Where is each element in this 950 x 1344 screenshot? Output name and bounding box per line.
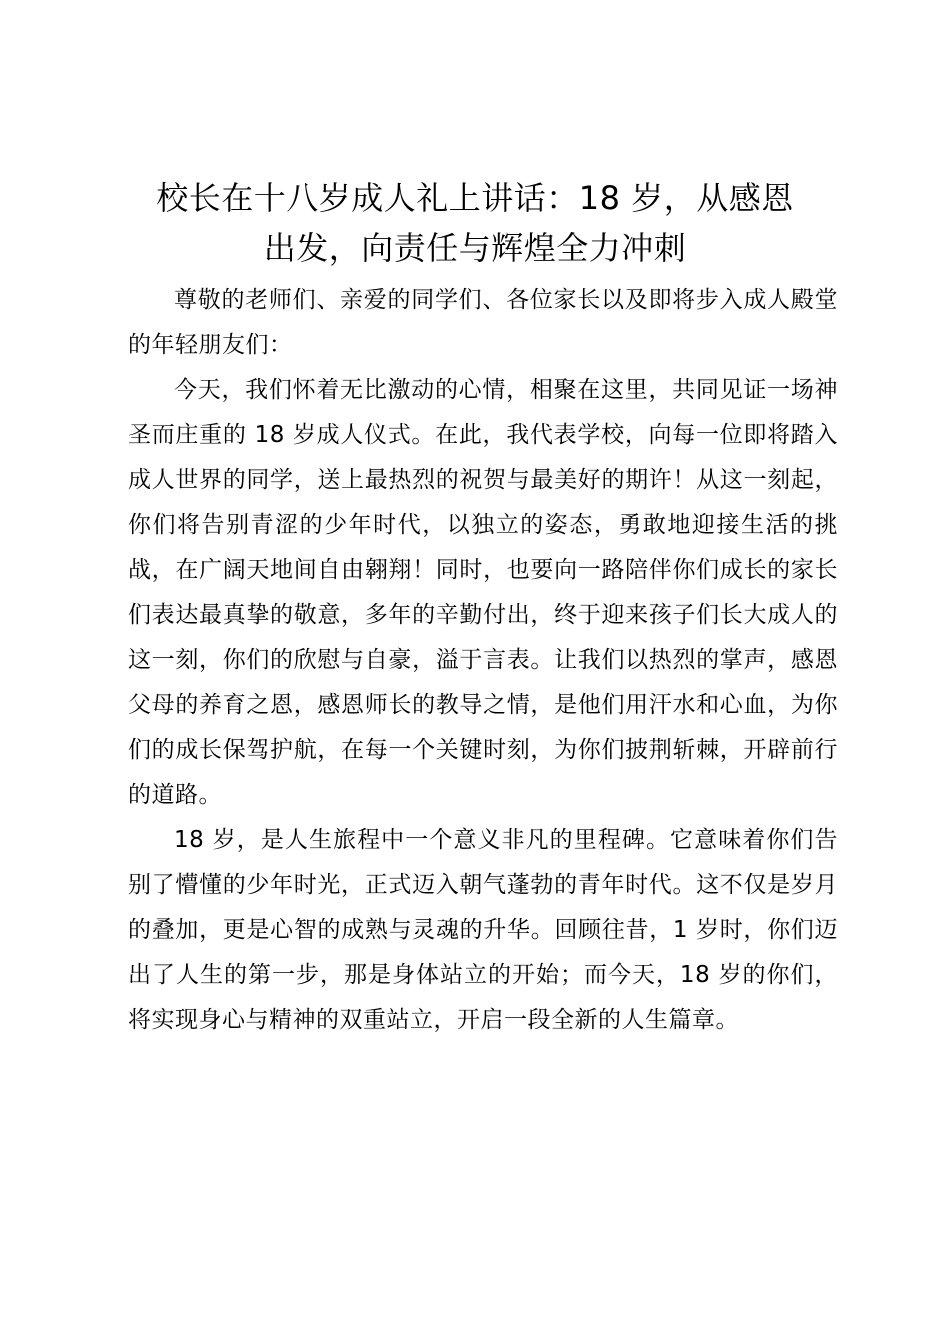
paragraph-welcome: 今天，我们怀着无比激动的心情，相聚在这里，共同见证一场神圣而庄重的 18 岁成人仪式。在此，我代表学校，向每一位即将踏入成人世界的同学，送上最热烈的祝贺与最美好的期许！从这一刻起，你们将告别青涩的少年时代，以独立的姿态，勇敢地迎接生活的挑战，在广阔天地间自由翱翔！同时，也要向一路陪伴你们成长的家长们表达最真挚的敬意，多年的辛勤付出，终于迎来孩子们长大成人的这一刻，你们的欣慰与自豪，溢于言表。让我们以热烈的掌声，感恩父母的养育之恩，感恩师长的教导之情，是他们用汗水和心血，为你们的成长保驾护航，在每一个关键时刻，为你们披荆斩棘，开辟前行的道路。 (128, 377, 838, 808)
document-body (128, 278, 838, 1043)
document-title (110, 173, 840, 273)
paragraph-salutation: 尊敬的老师们、亲爱的同学们、各位家长以及即将步入成人殿堂的年轻朋友们： (128, 287, 838, 358)
title-line-1: 校长在十八岁成人礼上讲话：18 岁，从感恩 (156, 179, 794, 217)
title-line-2: 出发，向责任与辉煌全力冲刺 (263, 229, 687, 267)
paragraph-milestone: 18 岁，是人生旅程中一个意义非凡的里程碑。它意味着你们告别了懵懂的少年时光，正式迈入朝气蓬勃的青年时代。这不仅是岁月的叠加，更是心智的成熟与灵魂的升华。回顾往昔，1 岁时，你们迈出了人生的第一步，那是身体站立的开始；而今天，18 岁的你们，将实现身心与精神的双重站立，开启一段全新的人生篇章。 (128, 827, 838, 1033)
